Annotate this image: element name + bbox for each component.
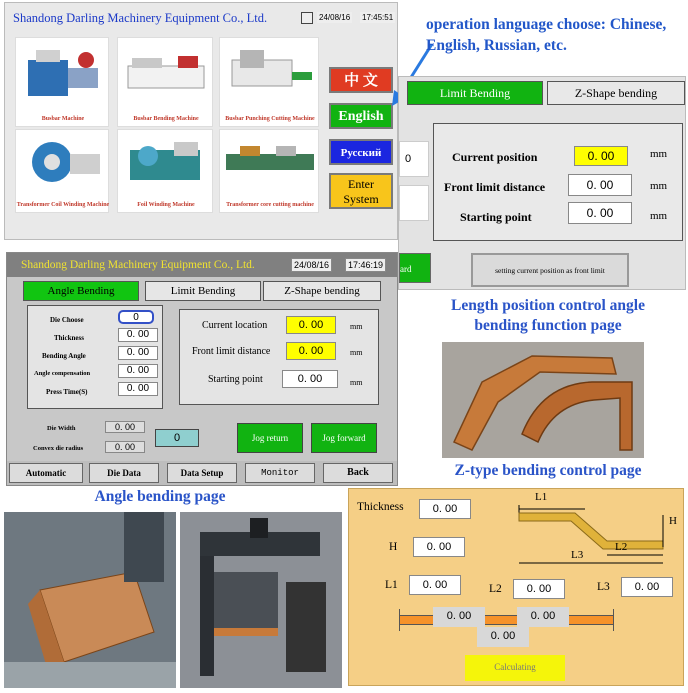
front-limit-field[interactable]: 0. 00 xyxy=(568,174,632,196)
front-limit-label: Front limit distance xyxy=(192,346,271,357)
tab-z-shape[interactable]: Z-Shape bending xyxy=(547,81,685,105)
current-position-field[interactable]: 0. 00 xyxy=(574,146,628,166)
bar-value: 0. 00 xyxy=(433,607,485,627)
nav-die-data[interactable]: Die Data xyxy=(89,463,159,483)
foil-winding-image xyxy=(118,130,214,196)
core-cutting-image xyxy=(220,130,320,196)
h-label: H xyxy=(389,541,398,553)
calculating-button[interactable]: Calculating xyxy=(465,655,565,681)
current-position-label: Current position xyxy=(452,150,538,164)
param-label: Die Choose xyxy=(50,316,84,324)
nav-data-setup[interactable]: Data Setup xyxy=(167,463,237,483)
coil-winding-image xyxy=(16,130,110,196)
unit-label: mm xyxy=(350,348,363,357)
machine-card[interactable] xyxy=(219,129,319,213)
counter-display: 0 xyxy=(155,429,199,447)
nav-monitor[interactable]: Monitor xyxy=(245,463,315,483)
angle-photo-left xyxy=(4,512,176,688)
chinese-button[interactable]: 中 文 xyxy=(329,67,393,93)
h-field[interactable]: 0. 00 xyxy=(413,537,465,557)
diagram-l3-label: L3 xyxy=(571,549,584,561)
starting-point-field[interactable]: 0. 00 xyxy=(282,370,338,388)
bar-value: 0. 00 xyxy=(477,627,529,647)
russian-button[interactable]: Русский xyxy=(329,139,393,165)
convex-radius-label: Convex die radius xyxy=(33,445,84,452)
l2-field[interactable]: 0. 00 xyxy=(513,579,565,599)
punching-machine-image xyxy=(220,38,320,108)
param-label: Bending Angle xyxy=(42,352,86,360)
nav-back[interactable]: Back xyxy=(323,463,393,483)
current-location-label: Current location xyxy=(202,320,268,331)
status-box xyxy=(301,12,313,24)
angle-bending-screen xyxy=(6,252,398,486)
machine-card[interactable] xyxy=(117,37,213,127)
position-group xyxy=(179,309,379,405)
time-label: 17:45:51 xyxy=(362,13,394,22)
machine-card[interactable] xyxy=(219,37,319,127)
starting-point-label: Starting point xyxy=(208,374,263,385)
unit-label: mm xyxy=(650,148,668,160)
param-label: Press Time(S) xyxy=(46,388,88,396)
unit-label: mm xyxy=(650,210,668,222)
company-title: Shandong Darling Machinery Equipment Co., Ltd. xyxy=(13,11,268,25)
bar-end xyxy=(613,609,614,631)
die-width-field: 0. 00 xyxy=(105,421,145,433)
unit-label: mm xyxy=(350,322,363,331)
company-title: Shandong Darling Machinery Equipment Co., Ltd. xyxy=(21,259,255,271)
date-label: 24/08/16 xyxy=(291,258,332,272)
machine-caption: Transformer core cutting machine xyxy=(226,202,314,208)
machine-caption: Busbar Punching Cutting Machine xyxy=(225,116,315,122)
unit-label: mm xyxy=(350,378,363,387)
angle-photo-right xyxy=(180,512,342,688)
machine-caption: Busbar Bending Machine xyxy=(133,116,199,122)
l1-field[interactable]: 0. 00 xyxy=(409,575,461,595)
die-param-group xyxy=(27,305,163,409)
unit-label: mm xyxy=(650,180,668,192)
machine-card[interactable] xyxy=(15,37,109,127)
busbar-machine-image xyxy=(16,38,110,108)
jog-forward-button[interactable]: Jog forward xyxy=(311,423,377,453)
english-button[interactable]: English xyxy=(329,103,393,129)
front-limit-label: Front limit distance xyxy=(444,180,546,194)
param-label: Angle compensation xyxy=(34,370,91,377)
left-partial-panel xyxy=(399,141,429,177)
l3-field[interactable]: 0. 00 xyxy=(621,577,673,597)
bar-value: 0. 00 xyxy=(517,607,569,627)
nav-automatic[interactable]: Automatic xyxy=(9,463,83,483)
bottom-nav xyxy=(7,461,397,485)
length-caption: Length position control angle bending function page xyxy=(451,297,645,334)
time-label: 17:46:19 xyxy=(345,258,386,272)
bending-angle-field[interactable]: 0. 00 xyxy=(118,346,158,360)
language-annotation: operation language choose: Chinese, English, Russian, etc. xyxy=(426,16,667,54)
z-shape-screen xyxy=(348,488,684,686)
enter-system-button[interactable]: Enter System xyxy=(329,173,393,209)
thickness-field[interactable]: 0. 00 xyxy=(118,328,158,342)
l2-label: L2 xyxy=(489,583,502,595)
machine-card[interactable] xyxy=(15,129,109,213)
z-parts-photo xyxy=(442,342,644,458)
diagram-l2-label: L2 xyxy=(615,541,628,553)
bending-machine-image xyxy=(118,38,214,108)
copper-parts-image xyxy=(442,342,644,458)
length-bar xyxy=(399,615,613,625)
jog-forward-partial[interactable]: ard xyxy=(399,253,431,283)
position-group xyxy=(433,123,683,241)
die-choose-field[interactable]: 0 xyxy=(118,310,154,324)
param-label: Thickness xyxy=(54,334,84,342)
front-limit-field[interactable]: 0. 00 xyxy=(286,342,336,360)
tab-z-shape[interactable]: Z-Shape bending xyxy=(263,281,381,301)
convex-radius-field: 0. 00 xyxy=(105,441,145,453)
tab-angle-bending[interactable]: Angle Bending xyxy=(23,281,139,301)
starting-point-label: Starting point xyxy=(460,210,532,224)
angle-compensation-field[interactable]: 0. 00 xyxy=(118,364,158,378)
machine-card[interactable] xyxy=(117,129,213,213)
diagram-h-label: H xyxy=(669,515,677,527)
machine-caption: Foil Winding Machine xyxy=(137,202,195,208)
limit-bending-screen xyxy=(398,76,686,290)
set-front-limit-button[interactable]: setting current position as front limit xyxy=(471,253,629,287)
current-location-field[interactable]: 0. 00 xyxy=(286,316,336,334)
die-width-label: Die Width xyxy=(47,425,76,432)
thickness-field[interactable]: 0. 00 xyxy=(419,499,471,519)
machine-caption: Transformer Coil Winding Machine xyxy=(16,202,110,208)
bar-end xyxy=(399,609,400,631)
z-type-caption: Z-type bending control page xyxy=(454,462,642,479)
partial-value: 0 xyxy=(405,153,412,165)
angle-caption: Angle bending page xyxy=(94,488,226,505)
l3-label: L3 xyxy=(597,581,610,593)
date-label: 24/08/16 xyxy=(319,13,351,22)
l1-label: L1 xyxy=(385,579,398,591)
die-tool-image xyxy=(180,512,342,688)
tab-limit-bending[interactable]: Limit Bending xyxy=(407,81,543,105)
machine-caption: Busbar Machine xyxy=(41,116,85,122)
jog-return-button[interactable]: Jog return xyxy=(237,423,303,453)
starting-point-field[interactable]: 0. 00 xyxy=(568,202,632,224)
diagram-l1-label: L1 xyxy=(535,491,548,503)
left-partial-panel xyxy=(399,185,429,221)
start-screen xyxy=(4,2,398,240)
thickness-label: Thickness xyxy=(357,501,404,513)
tab-limit-bending[interactable]: Limit Bending xyxy=(145,281,261,301)
press-time-field[interactable]: 0. 00 xyxy=(118,382,158,396)
bent-copper-image xyxy=(4,512,176,688)
